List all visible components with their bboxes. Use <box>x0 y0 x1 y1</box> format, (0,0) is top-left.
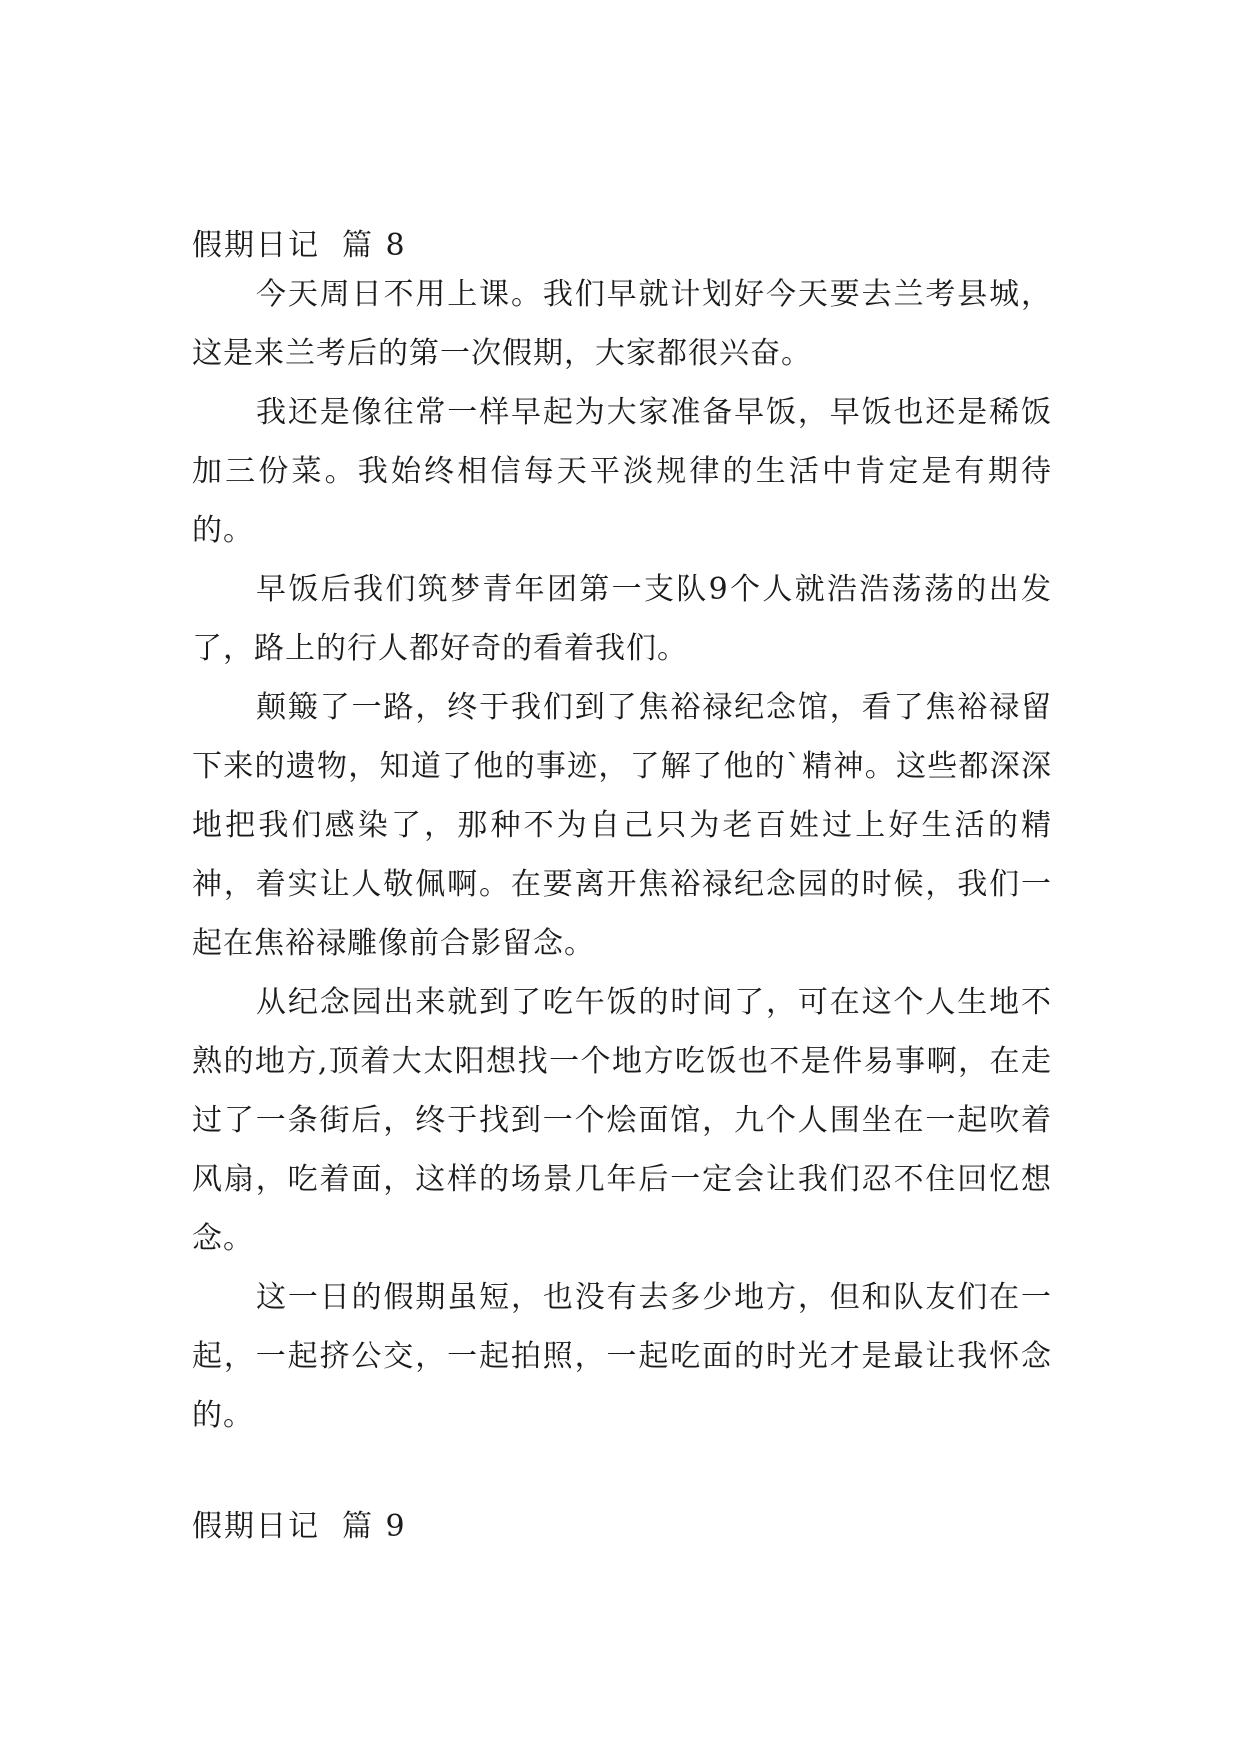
paragraph-1: 今天周日不用上课。我们早就计划好今天要去兰考县城，这是来兰考后的第一次假期，大家都很兴奋。 <box>192 277 1052 371</box>
paragraph-3: 早饭后我们筑梦青年团第一支队9个人就浩浩荡荡的出发了，路上的行人都好奇的看着我们。 <box>192 572 1052 666</box>
section-title: 假期日记 <box>192 1509 320 1544</box>
paragraph-5: 从纪念园出来就到了吃午饭的时间了，可在这个人生地不熟的地方,顶着大太阳想找一个地方吃饭也不是件易事啊，在走过了一条街后，终于找到一个烩面馆，九个人围坐在一起吹着风扇，吃着面，这样的场景几年后一定会让我们忍不住回忆想念。 <box>192 985 1052 1256</box>
section-heading-9 <box>192 1507 407 1547</box>
paragraph-2: 我还是像往常一样早起为大家准备早饭，早饭也还是稀饭加三份菜。我始终相信每天平淡规律的生活中肯定是有期待的。 <box>192 395 1052 548</box>
section-number: 篇 8 <box>342 228 407 263</box>
paragraph-4: 颠簸了一路，终于我们到了焦裕禄纪念馆，看了焦裕禄留下来的遗物，知道了他的事迹，了解了他的`精神。这些都深深地把我们感染了，那种不为自己只为老百姓过上好生活的精神，着实让人敬佩啊。在要离开焦裕禄纪念园的时候，我们一起在焦裕禄雕像前合影留念。 <box>192 690 1052 961</box>
section-number: 篇 9 <box>342 1509 407 1544</box>
paragraph-6: 这一日的假期虽短，也没有去多少地方，但和队友们在一起，一起挤公交，一起拍照，一起吃面的时光才是最让我怀念的。 <box>192 1280 1052 1433</box>
section-title: 假期日记 <box>192 228 320 263</box>
section-heading-8 <box>192 226 407 266</box>
